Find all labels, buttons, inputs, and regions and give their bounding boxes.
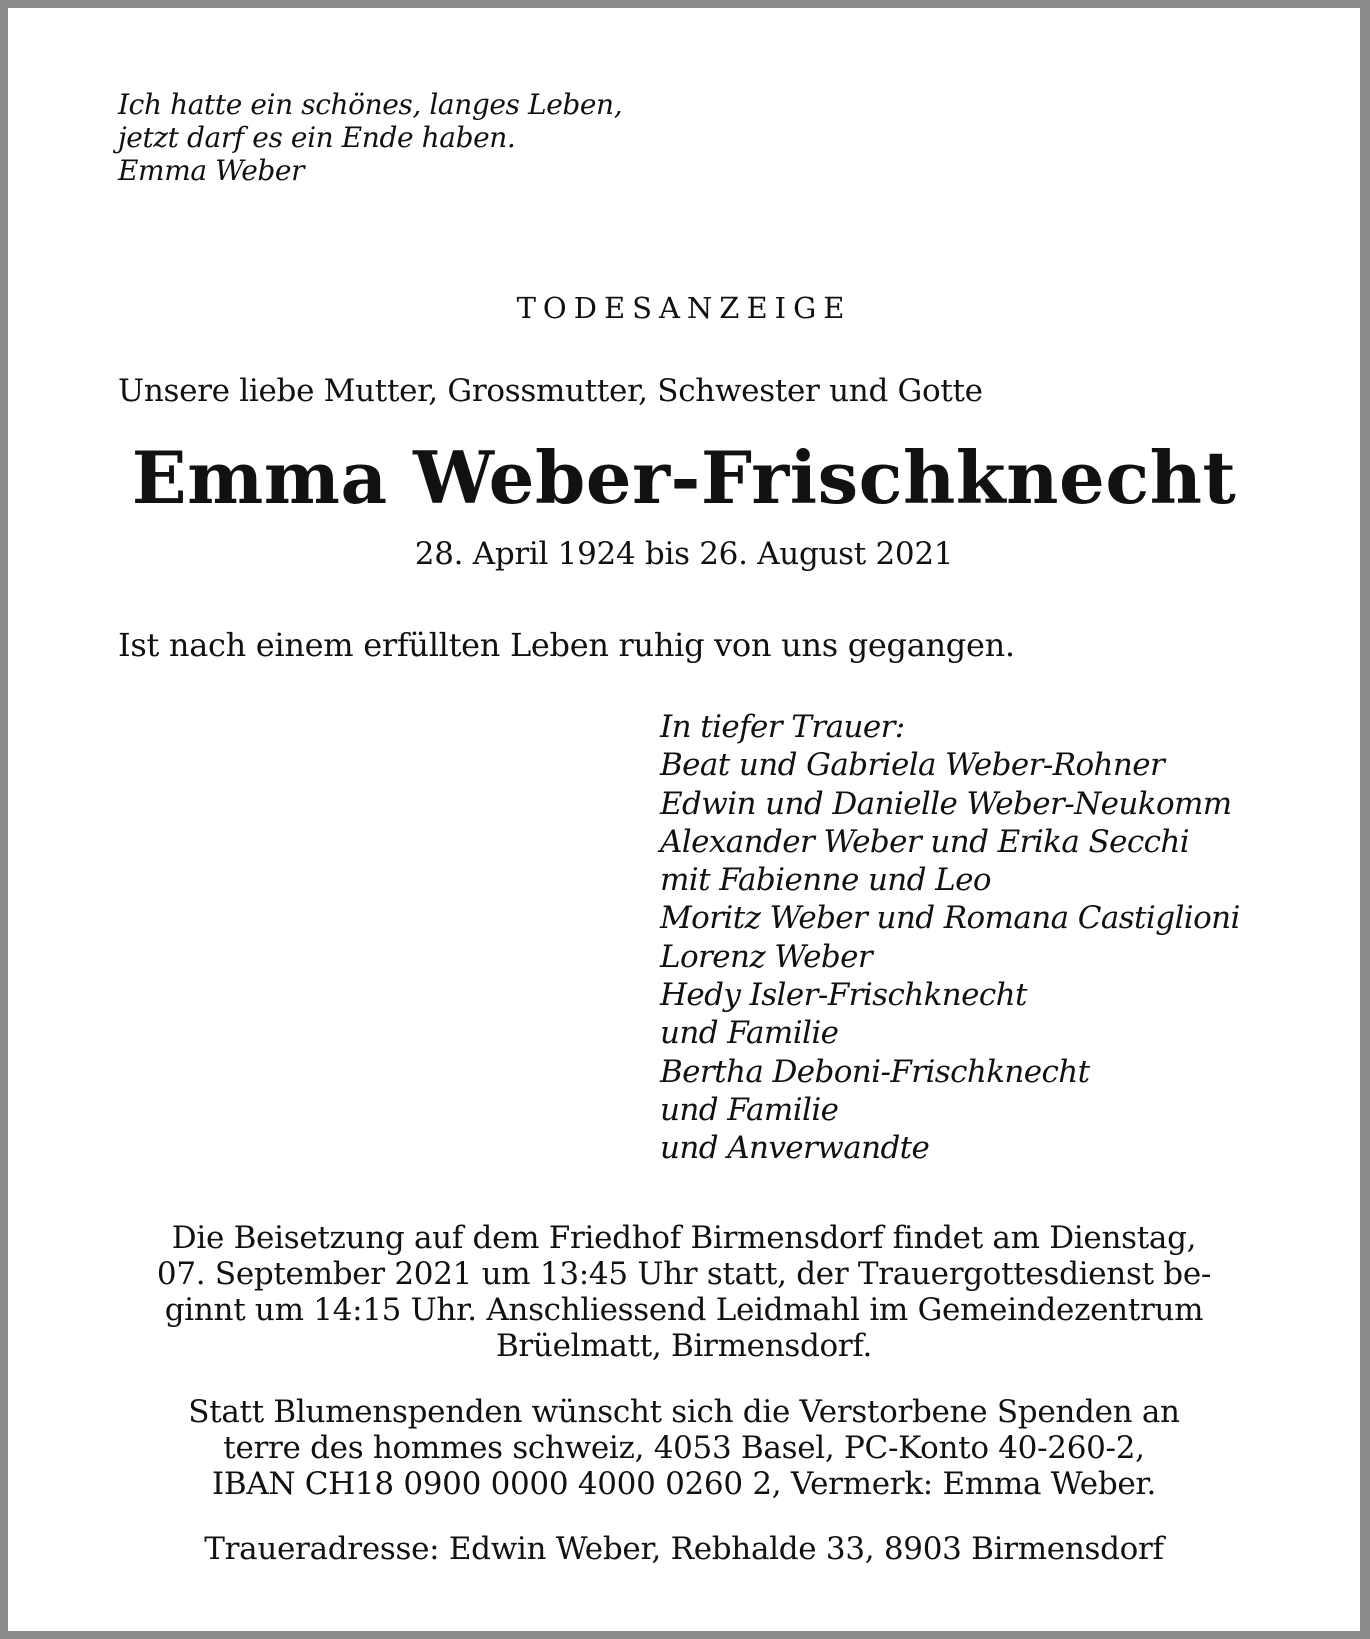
mourner-line: und Anverwandte (660, 1130, 930, 1167)
donation-line: terre des hommes schweiz, 4053 Basel, PC-Konto 40-260-2, (223, 1430, 1145, 1466)
mourners-list (660, 708, 1240, 1168)
mourner-line: Edwin und Danielle Weber-Neukomm (660, 785, 1232, 822)
donation-line: IBAN CH18 0900 0000 4000 0260 2, Vermerk: Emma Weber. (211, 1466, 1157, 1502)
motto-line: jetzt darf es ein Ende haben. (118, 121, 516, 154)
mourner-line: und Familie (660, 1091, 839, 1128)
donation-details (68, 1394, 1300, 1502)
deceased-name: Emma Weber-Frischknecht (131, 435, 1237, 520)
mourning-address: Traueradresse: Edwin Weber, Rebhalde 33, 8903 Birmensdorf (204, 1531, 1164, 1567)
burial-line: ginnt um 14:15 Uhr. Anschliessend Leidmahl im Gemeindezentrum (164, 1292, 1204, 1328)
burial-details (68, 1220, 1300, 1364)
mourner-line: Bertha Deboni-Frischknecht (660, 1053, 1090, 1090)
mourners-heading: In tiefer Trauer: (660, 709, 905, 745)
mourner-line: Beat und Gabriela Weber-Rohner (660, 747, 1165, 784)
mourner-line: Alexander Weber und Erika Secchi (660, 823, 1190, 860)
burial-line: 07. September 2021 um 13:45 Uhr statt, der Trauergottesdienst be- (156, 1256, 1212, 1292)
burial-line: Brüelmatt, Birmensdorf. (495, 1328, 873, 1364)
life-dates: 28. April 1924 bis 26. August 2021 (414, 536, 954, 572)
mourner-line: mit Fabienne und Leo (660, 862, 991, 899)
obituary-page (8, 8, 1360, 1631)
motto-quote (118, 88, 622, 187)
notice-heading: TODESANZEIGE (516, 291, 852, 325)
passing-statement: Ist nach einem erfüllten Leben ruhig von uns gegangen. (118, 626, 1015, 664)
mourner-line: Hedy Isler-Frischknecht (660, 977, 1027, 1014)
burial-line: Die Beisetzung auf dem Friedhof Birmensdorf findet am Dienstag, (171, 1220, 1197, 1256)
motto-line: Ich hatte ein schönes, langes Leben, (118, 88, 623, 121)
mourner-line: Lorenz Weber (660, 938, 873, 975)
intro-text: Unsere liebe Mutter, Grossmutter, Schwester und Gotte (118, 373, 983, 409)
motto-author: Emma Weber (118, 154, 305, 187)
mourner-line: Moritz Weber und Romana Castiglioni (660, 900, 1240, 937)
donation-line: Statt Blumenspenden wünscht sich die Verstorbene Spenden an (188, 1394, 1180, 1430)
mourner-line: und Familie (660, 1015, 839, 1052)
